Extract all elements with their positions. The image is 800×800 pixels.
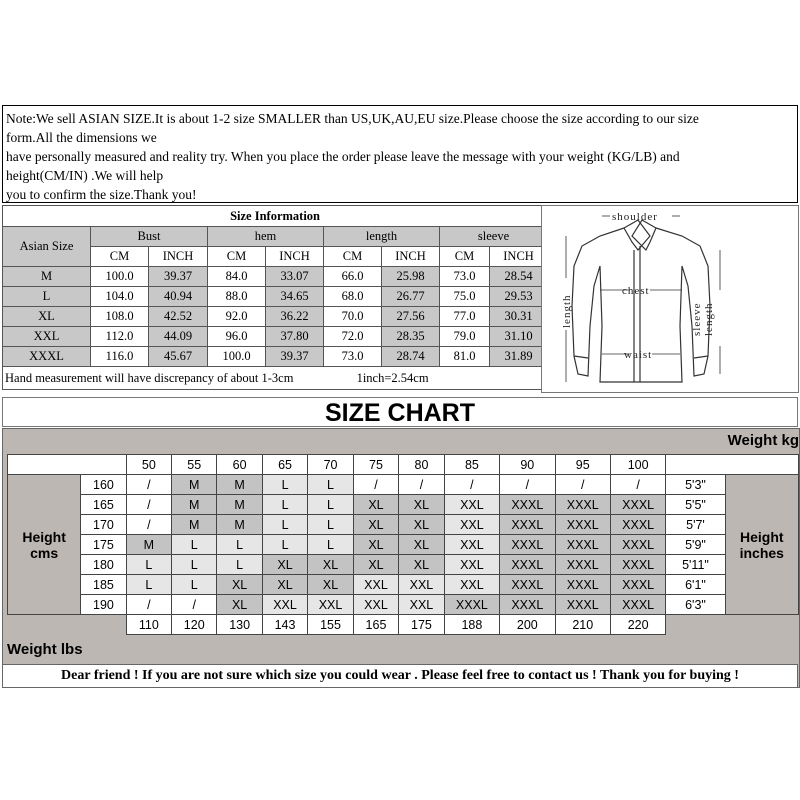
measurement-cell: 28.35 [382, 327, 440, 347]
sleeve-label: sleeve [691, 302, 703, 336]
measurement-cell: 25.98 [382, 267, 440, 287]
size-cell: M [217, 515, 262, 535]
blank-cell [8, 615, 127, 635]
note-line: form.All the dimensions we [6, 130, 157, 145]
lbs-value: 200 [500, 615, 555, 635]
size-label: XXL [3, 327, 91, 347]
size-cell: XXXL [610, 495, 665, 515]
size-cell: / [500, 475, 555, 495]
measurement-cell: 39.37 [149, 267, 208, 287]
size-cell: XXL [444, 495, 499, 515]
weight-lbs-label: Weight lbs [7, 641, 83, 658]
height-inches-label [725, 475, 798, 615]
size-cell: L [262, 535, 307, 555]
height-in-line: Height [740, 528, 784, 545]
size-cell: XL [353, 515, 398, 535]
note-line: you to confirm the size.Thank you! [6, 187, 197, 202]
size-info-footer [3, 367, 548, 390]
size-cell: L [308, 475, 353, 495]
size-cell: XXL [444, 515, 499, 535]
size-cell: XXXL [555, 515, 610, 535]
measurement-cell: 68.0 [324, 287, 382, 307]
size-cell: XL [262, 575, 307, 595]
waist-label: waist [624, 349, 653, 361]
unit-header: CM [324, 247, 382, 267]
measurement-cell: 39.37 [266, 347, 324, 367]
group-header: Bust [91, 227, 208, 247]
size-cell: L [308, 535, 353, 555]
measurement-cell: 92.0 [208, 307, 266, 327]
size-cell: / [172, 595, 217, 615]
kg-value: 85 [444, 455, 499, 475]
cm-value: 175 [81, 535, 126, 555]
size-cell: L [308, 515, 353, 535]
size-label: XL [3, 307, 91, 327]
kg-value: 60 [217, 455, 262, 475]
size-cell: L [262, 475, 307, 495]
blank-cell [666, 455, 799, 475]
size-cell: XXL [399, 595, 444, 615]
measurement-cell: 88.0 [208, 287, 266, 307]
size-cell: / [126, 475, 171, 495]
size-cell: XL [353, 555, 398, 575]
measurement-cell: 108.0 [91, 307, 149, 327]
size-cell: XL [353, 495, 398, 515]
measurement-cell: 70.0 [324, 307, 382, 327]
size-cell: XXL [444, 535, 499, 555]
lbs-value: 210 [555, 615, 610, 635]
size-cell: L [172, 555, 217, 575]
chest-label: chest [622, 285, 650, 297]
inch-value: 5'9" [666, 535, 725, 555]
height-row [8, 575, 799, 595]
measurement-cell: 100.0 [91, 267, 149, 287]
asian-size-header: Asian Size [3, 227, 91, 267]
kg-value: 50 [126, 455, 171, 475]
size-cell: XL [217, 575, 262, 595]
note-line: Note:We sell ASIAN SIZE.It is about 1-2 size SMALLER than US,UK,AU,EU size.Please choose the size according to our size [6, 111, 699, 126]
size-cell: XXXL [610, 555, 665, 575]
size-cell: XL [399, 535, 444, 555]
unit-header: INCH [490, 247, 548, 267]
size-cell: XL [308, 555, 353, 575]
measurement-cell: 29.53 [490, 287, 548, 307]
sleeve-length-label: length [703, 302, 715, 336]
kg-value: 100 [610, 455, 665, 475]
size-cell: M [126, 535, 171, 555]
size-cell: XXL [444, 575, 499, 595]
size-cell: XXXL [555, 595, 610, 615]
measurement-cell: 31.89 [490, 347, 548, 367]
size-cell: XXXL [555, 535, 610, 555]
size-cell: XXXL [500, 535, 555, 555]
measurement-cell: 104.0 [91, 287, 149, 307]
height-cms-line: Height [22, 528, 66, 545]
size-chart-table [7, 454, 799, 635]
measurement-cell: 72.0 [324, 327, 382, 347]
measurement-cell: 31.10 [490, 327, 548, 347]
size-cell: M [172, 515, 217, 535]
kg-value: 65 [262, 455, 307, 475]
measurement-cell: 33.07 [266, 267, 324, 287]
size-cell: L [172, 575, 217, 595]
size-cell: XL [353, 535, 398, 555]
size-cell: / [555, 475, 610, 495]
length-label: length [561, 294, 573, 328]
height-row [8, 595, 799, 615]
lbs-value: 120 [172, 615, 217, 635]
measurement-cell: 75.0 [440, 287, 490, 307]
lbs-value: 130 [217, 615, 262, 635]
measurement-cell: 28.74 [382, 347, 440, 367]
cm-value: 190 [81, 595, 126, 615]
height-row [8, 515, 799, 535]
size-cell: / [126, 515, 171, 535]
blank-cell [8, 455, 127, 475]
lbs-row [8, 615, 799, 635]
group-header: sleeve [440, 227, 548, 247]
height-cms-line: cms [30, 544, 59, 561]
size-cell: L [217, 535, 262, 555]
lbs-value: 110 [126, 615, 171, 635]
size-label: M [3, 267, 91, 287]
kg-value: 70 [308, 455, 353, 475]
discrepancy-note: Hand measurement will have discrepancy of about 1-3cm [5, 370, 294, 385]
measurement-cell: 112.0 [91, 327, 149, 347]
size-cell: / [126, 595, 171, 615]
size-cell: XXXL [500, 515, 555, 535]
group-header: hem [208, 227, 324, 247]
size-cell: XXXL [555, 495, 610, 515]
size-cell: XL [399, 555, 444, 575]
contact-message: Dear friend ! If you are not sure which size you could wear . Please feel free to contact us ! Thank you for buying ! [2, 664, 798, 688]
unit-header: CM [440, 247, 490, 267]
size-cell: / [126, 495, 171, 515]
size-cell: XXXL [500, 575, 555, 595]
size-label: XXXL [3, 347, 91, 367]
inch-value: 5'11" [666, 555, 725, 575]
size-cell: XXXL [610, 595, 665, 615]
note-line: have personally measured and reality try. When you place the order please leave the message with your weight (KG/LB) and [6, 149, 680, 164]
kg-value: 55 [172, 455, 217, 475]
size-cell: XXL [353, 575, 398, 595]
measurement-cell: 36.22 [266, 307, 324, 327]
group-header: length [324, 227, 440, 247]
size-cell: XL [308, 575, 353, 595]
size-label: L [3, 287, 91, 307]
measurement-cell: 44.09 [149, 327, 208, 347]
inch-conversion: 1inch=2.54cm [356, 370, 429, 385]
cm-value: 170 [81, 515, 126, 535]
size-cell: XL [217, 595, 262, 615]
size-information-table [2, 205, 541, 393]
size-cell: / [610, 475, 665, 495]
measurement-cell: 42.52 [149, 307, 208, 327]
measurement-cell: 96.0 [208, 327, 266, 347]
size-cell: L [308, 495, 353, 515]
height-row [8, 475, 799, 495]
lbs-value: 220 [610, 615, 665, 635]
size-cell: M [172, 495, 217, 515]
kg-value: 95 [555, 455, 610, 475]
measurement-cell: 37.80 [266, 327, 324, 347]
measurement-cell: 100.0 [208, 347, 266, 367]
unit-header: INCH [382, 247, 440, 267]
measurement-cell: 116.0 [91, 347, 149, 367]
height-row [8, 535, 799, 555]
size-cell: XXXL [610, 515, 665, 535]
size-note [2, 105, 798, 203]
measurement-cell: 28.54 [490, 267, 548, 287]
size-row [3, 347, 548, 367]
size-cell: L [217, 555, 262, 575]
shirt-measurement-diagram [541, 205, 799, 393]
size-cell: XXL [444, 555, 499, 575]
size-cell: XL [399, 515, 444, 535]
kg-value: 75 [353, 455, 398, 475]
measurement-cell: 45.67 [149, 347, 208, 367]
measurement-cell: 81.0 [440, 347, 490, 367]
kg-value: 80 [399, 455, 444, 475]
lbs-value: 188 [444, 615, 499, 635]
measurement-cell: 73.0 [324, 347, 382, 367]
kg-header-row [8, 455, 799, 475]
size-chart-title: SIZE CHART [2, 397, 798, 427]
measurement-cell: 40.94 [149, 287, 208, 307]
cm-value: 185 [81, 575, 126, 595]
size-cell: XXXL [444, 595, 499, 615]
inch-value: 5'5" [666, 495, 725, 515]
size-cell: M [172, 475, 217, 495]
measurement-cell: 77.0 [440, 307, 490, 327]
lbs-value: 143 [262, 615, 307, 635]
unit-header: INCH [266, 247, 324, 267]
inch-value: 6'1" [666, 575, 725, 595]
size-cell: XXXL [500, 495, 555, 515]
cm-value: 160 [81, 475, 126, 495]
size-cell: XXXL [500, 555, 555, 575]
size-cell: L [126, 555, 171, 575]
cm-value: 165 [81, 495, 126, 515]
inch-value: 6'3" [666, 595, 725, 615]
size-cell: XXXL [555, 555, 610, 575]
size-cell: L [126, 575, 171, 595]
size-cell: XXL [262, 595, 307, 615]
measurement-cell: 26.77 [382, 287, 440, 307]
cm-value: 180 [81, 555, 126, 575]
measurement-cell: 79.0 [440, 327, 490, 347]
lbs-value: 165 [353, 615, 398, 635]
lbs-value: 155 [308, 615, 353, 635]
size-cell: L [262, 495, 307, 515]
size-cell: XXL [399, 575, 444, 595]
unit-header: INCH [149, 247, 208, 267]
size-cell: XXL [308, 595, 353, 615]
unit-header: CM [91, 247, 149, 267]
shirt-icon [542, 206, 798, 392]
height-row [8, 495, 799, 515]
measurement-cell: 27.56 [382, 307, 440, 327]
size-row [3, 267, 548, 287]
size-cell: XXXL [610, 575, 665, 595]
blank-cell [666, 615, 799, 635]
unit-header: CM [208, 247, 266, 267]
size-row [3, 327, 548, 347]
size-info-title: Size Information [3, 206, 548, 227]
size-cell: M [217, 495, 262, 515]
size-cell: XXL [353, 595, 398, 615]
height-in-line: inches [739, 544, 784, 561]
note-line: height(CM/IN) .We will help [6, 168, 164, 183]
size-chart [2, 428, 800, 688]
size-cell: XL [399, 495, 444, 515]
size-row [3, 307, 548, 327]
measurement-cell: 34.65 [266, 287, 324, 307]
size-cell: / [399, 475, 444, 495]
shoulder-label: shoulder [612, 211, 658, 223]
inch-value: 5'3" [666, 475, 725, 495]
size-cell: XXXL [610, 535, 665, 555]
weight-kg-label: Weight kg [727, 432, 799, 449]
size-cell: XL [262, 555, 307, 575]
size-cell: / [353, 475, 398, 495]
size-cell: L [172, 535, 217, 555]
size-cell: XXXL [555, 575, 610, 595]
inch-value: 5'7' [666, 515, 725, 535]
measurement-cell: 84.0 [208, 267, 266, 287]
size-cell: XXXL [500, 595, 555, 615]
kg-value: 90 [500, 455, 555, 475]
measurement-cell: 66.0 [324, 267, 382, 287]
size-row [3, 287, 548, 307]
height-cms-label [8, 475, 81, 615]
measurement-cell: 30.31 [490, 307, 548, 327]
measurement-cell: 73.0 [440, 267, 490, 287]
lbs-value: 175 [399, 615, 444, 635]
size-cell: / [444, 475, 499, 495]
size-cell: L [262, 515, 307, 535]
size-cell: M [217, 475, 262, 495]
height-row [8, 555, 799, 575]
